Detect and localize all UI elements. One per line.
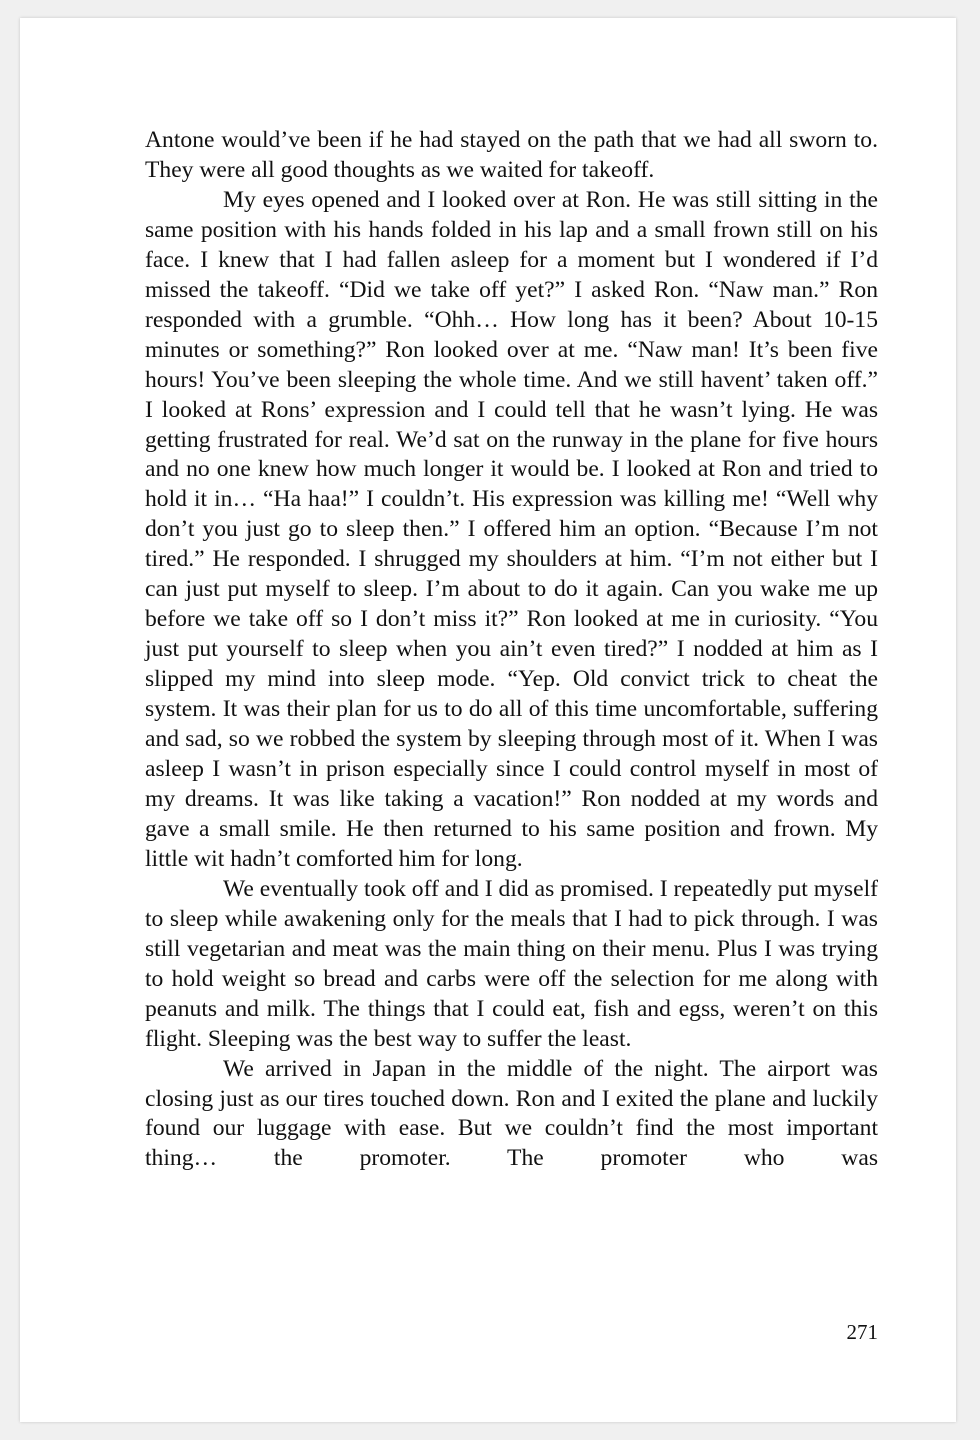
paragraph-4: We arrived in Japan in the middle of the night. The airport was closing just as our tires touched down. Ron and I exited the plane and luckily found our luggage with ease. But we couldn’t find the most important thing… the promoter. The promoter who was (145, 1055, 878, 1172)
paragraph-3: We eventually took off and I did as promised. I repeatedly put myself to sleep while awakening only for the meals that I had to pick through. I was still vegetarian and meat was the main thing on their menu. Plus I was trying to hold weight so bread and carbs were off the selection for me along with peanuts and milk. The things that I could eat, fish and egss, weren’t on this flight. Sleeping was the best way to suffer the least. (145, 875, 878, 1052)
document-page (20, 18, 956, 1422)
body-text (145, 126, 878, 1174)
paragraph-2: My eyes opened and I looked over at Ron. He was still sitting in the same position with his hands folded in his lap and a small frown still on his face. I knew that I had fallen asleep for a moment but I wondered if I’d missed the takeoff. “Did we take off yet?” I asked Ron. “Naw man.” Ron responded with a grumble. “Ohh… How long has it been? About 10-15 minutes or something?” Ron looked over at me. “Naw man! It’s been five hours! You’ve been sleeping the whole time. And we still havent’ taken off.” I looked at Rons’ expression and I could tell that he wasn’t lying. He was getting frustrated for real. We’d sat on the runway in the plane for five hours and no one knew how much longer it would be. I looked at Ron and tried to hold it in… “Ha haa!” I couldn’t. His expression was killing me! “Well why don’t you just go to sleep then.” I offered him an option. “Because I’m not tired.” He responded. I shrugged my shoulders at him. “I’m not either but I can just put myself to sleep. I’m about to do it again. Can you wake me up before we take off so I don’t miss it?” Ron looked at me in curiosity. “You just put yourself to sleep when you ain’t even tired?” I nodded at him as I slipped my mind into sleep mode. “Yep. Old convict trick to cheat the system. It was their plan for us to do all of this time uncomfortable, suffering and sad, so we robbed the system by sleeping through most of it. When I was asleep I wasn’t in prison especially since I could control myself in most of my dreams. It was like taking a vacation!” Ron nodded at my words and gave a small smile. He then returned to his same position and frown. My little wit hadn’t comforted him for long. (145, 186, 878, 872)
page-number: 271 (846, 1320, 878, 1344)
paragraph-1: Antone would’ve been if he had stayed on the path that we had all sworn to. They were all good thoughts as we waited for takeoff. (145, 127, 878, 183)
